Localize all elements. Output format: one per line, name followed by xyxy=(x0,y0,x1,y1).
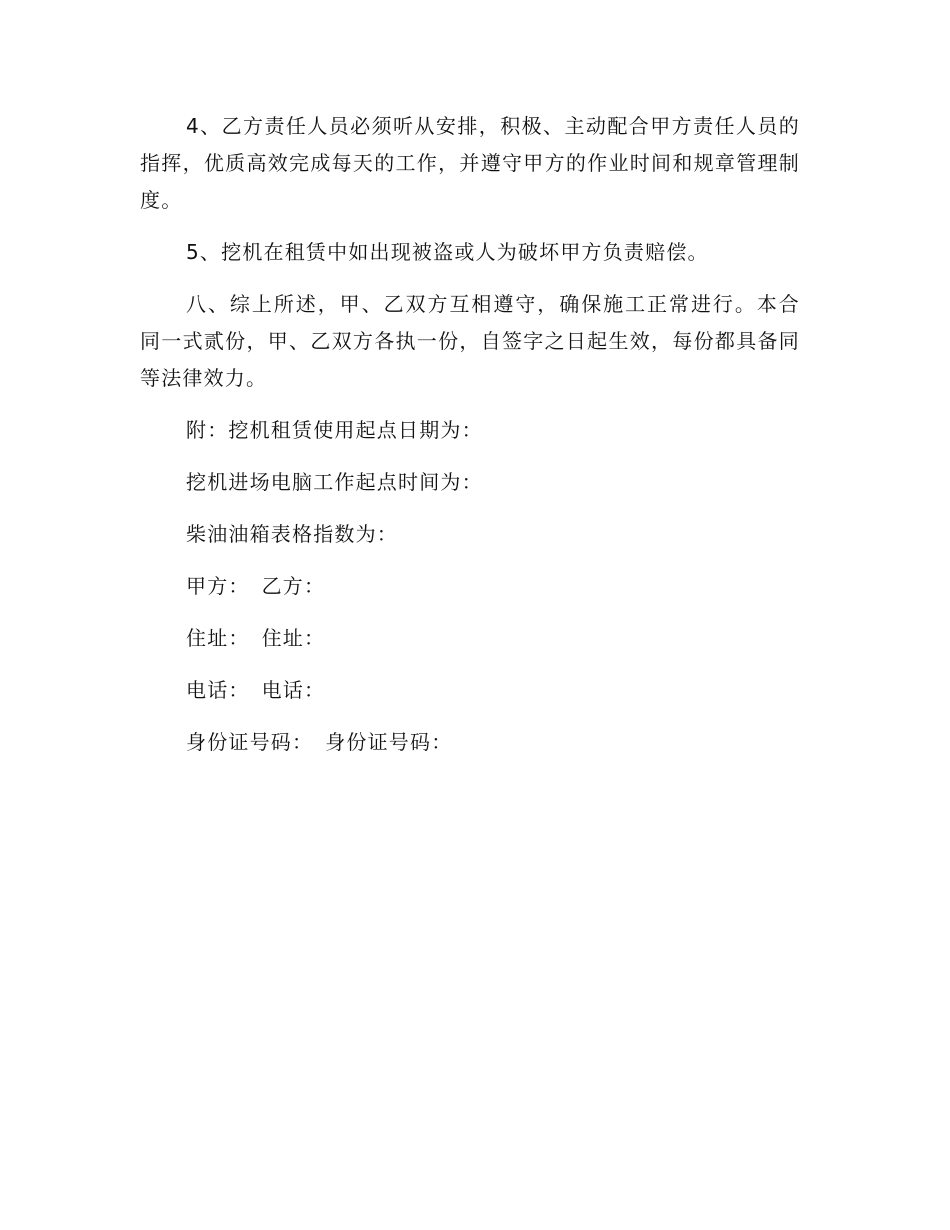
section-8-paragraph: 八、综上所述，甲、乙双方互相遵守，确保施工正常进行。本合同一式贰份，甲、乙双方各执一份，自签字之日起生效，每份都具备同等法律效力。 xyxy=(140,292,800,390)
phone-b-label: 电话： xyxy=(261,678,326,702)
id-b-label: 身份证号码： xyxy=(325,730,453,754)
signature-phone-row xyxy=(140,672,800,709)
phone-a-label: 电话： xyxy=(186,678,250,702)
signature-id-row xyxy=(140,724,800,761)
appendix-start-date: 附：挖机租赁使用起点日期为： xyxy=(186,418,483,442)
clause-4-paragraph: 4、乙方责任人员必须听从安排，积极、主动配合甲方责任人员的指挥，优质高效完成每天的工作，并遵守甲方的作业时间和规章管理制度。 xyxy=(140,114,800,212)
party-a-label: 甲方： xyxy=(186,574,250,598)
id-a-label: 身份证号码： xyxy=(186,730,314,754)
address-a-label: 住址： xyxy=(186,626,250,650)
clause-5-paragraph: 5、挖机在租赁中如出现被盗或人为破坏甲方负责赔偿。 xyxy=(186,240,709,264)
signature-party-row xyxy=(140,568,800,605)
appendix-fuel-index: 柴油油箱表格指数为： xyxy=(186,522,398,546)
address-b-label: 住址： xyxy=(261,626,326,650)
party-b-label: 乙方： xyxy=(261,574,326,598)
signature-address-row xyxy=(140,620,800,657)
appendix-start-time: 挖机进场电脑工作起点时间为： xyxy=(186,470,483,494)
